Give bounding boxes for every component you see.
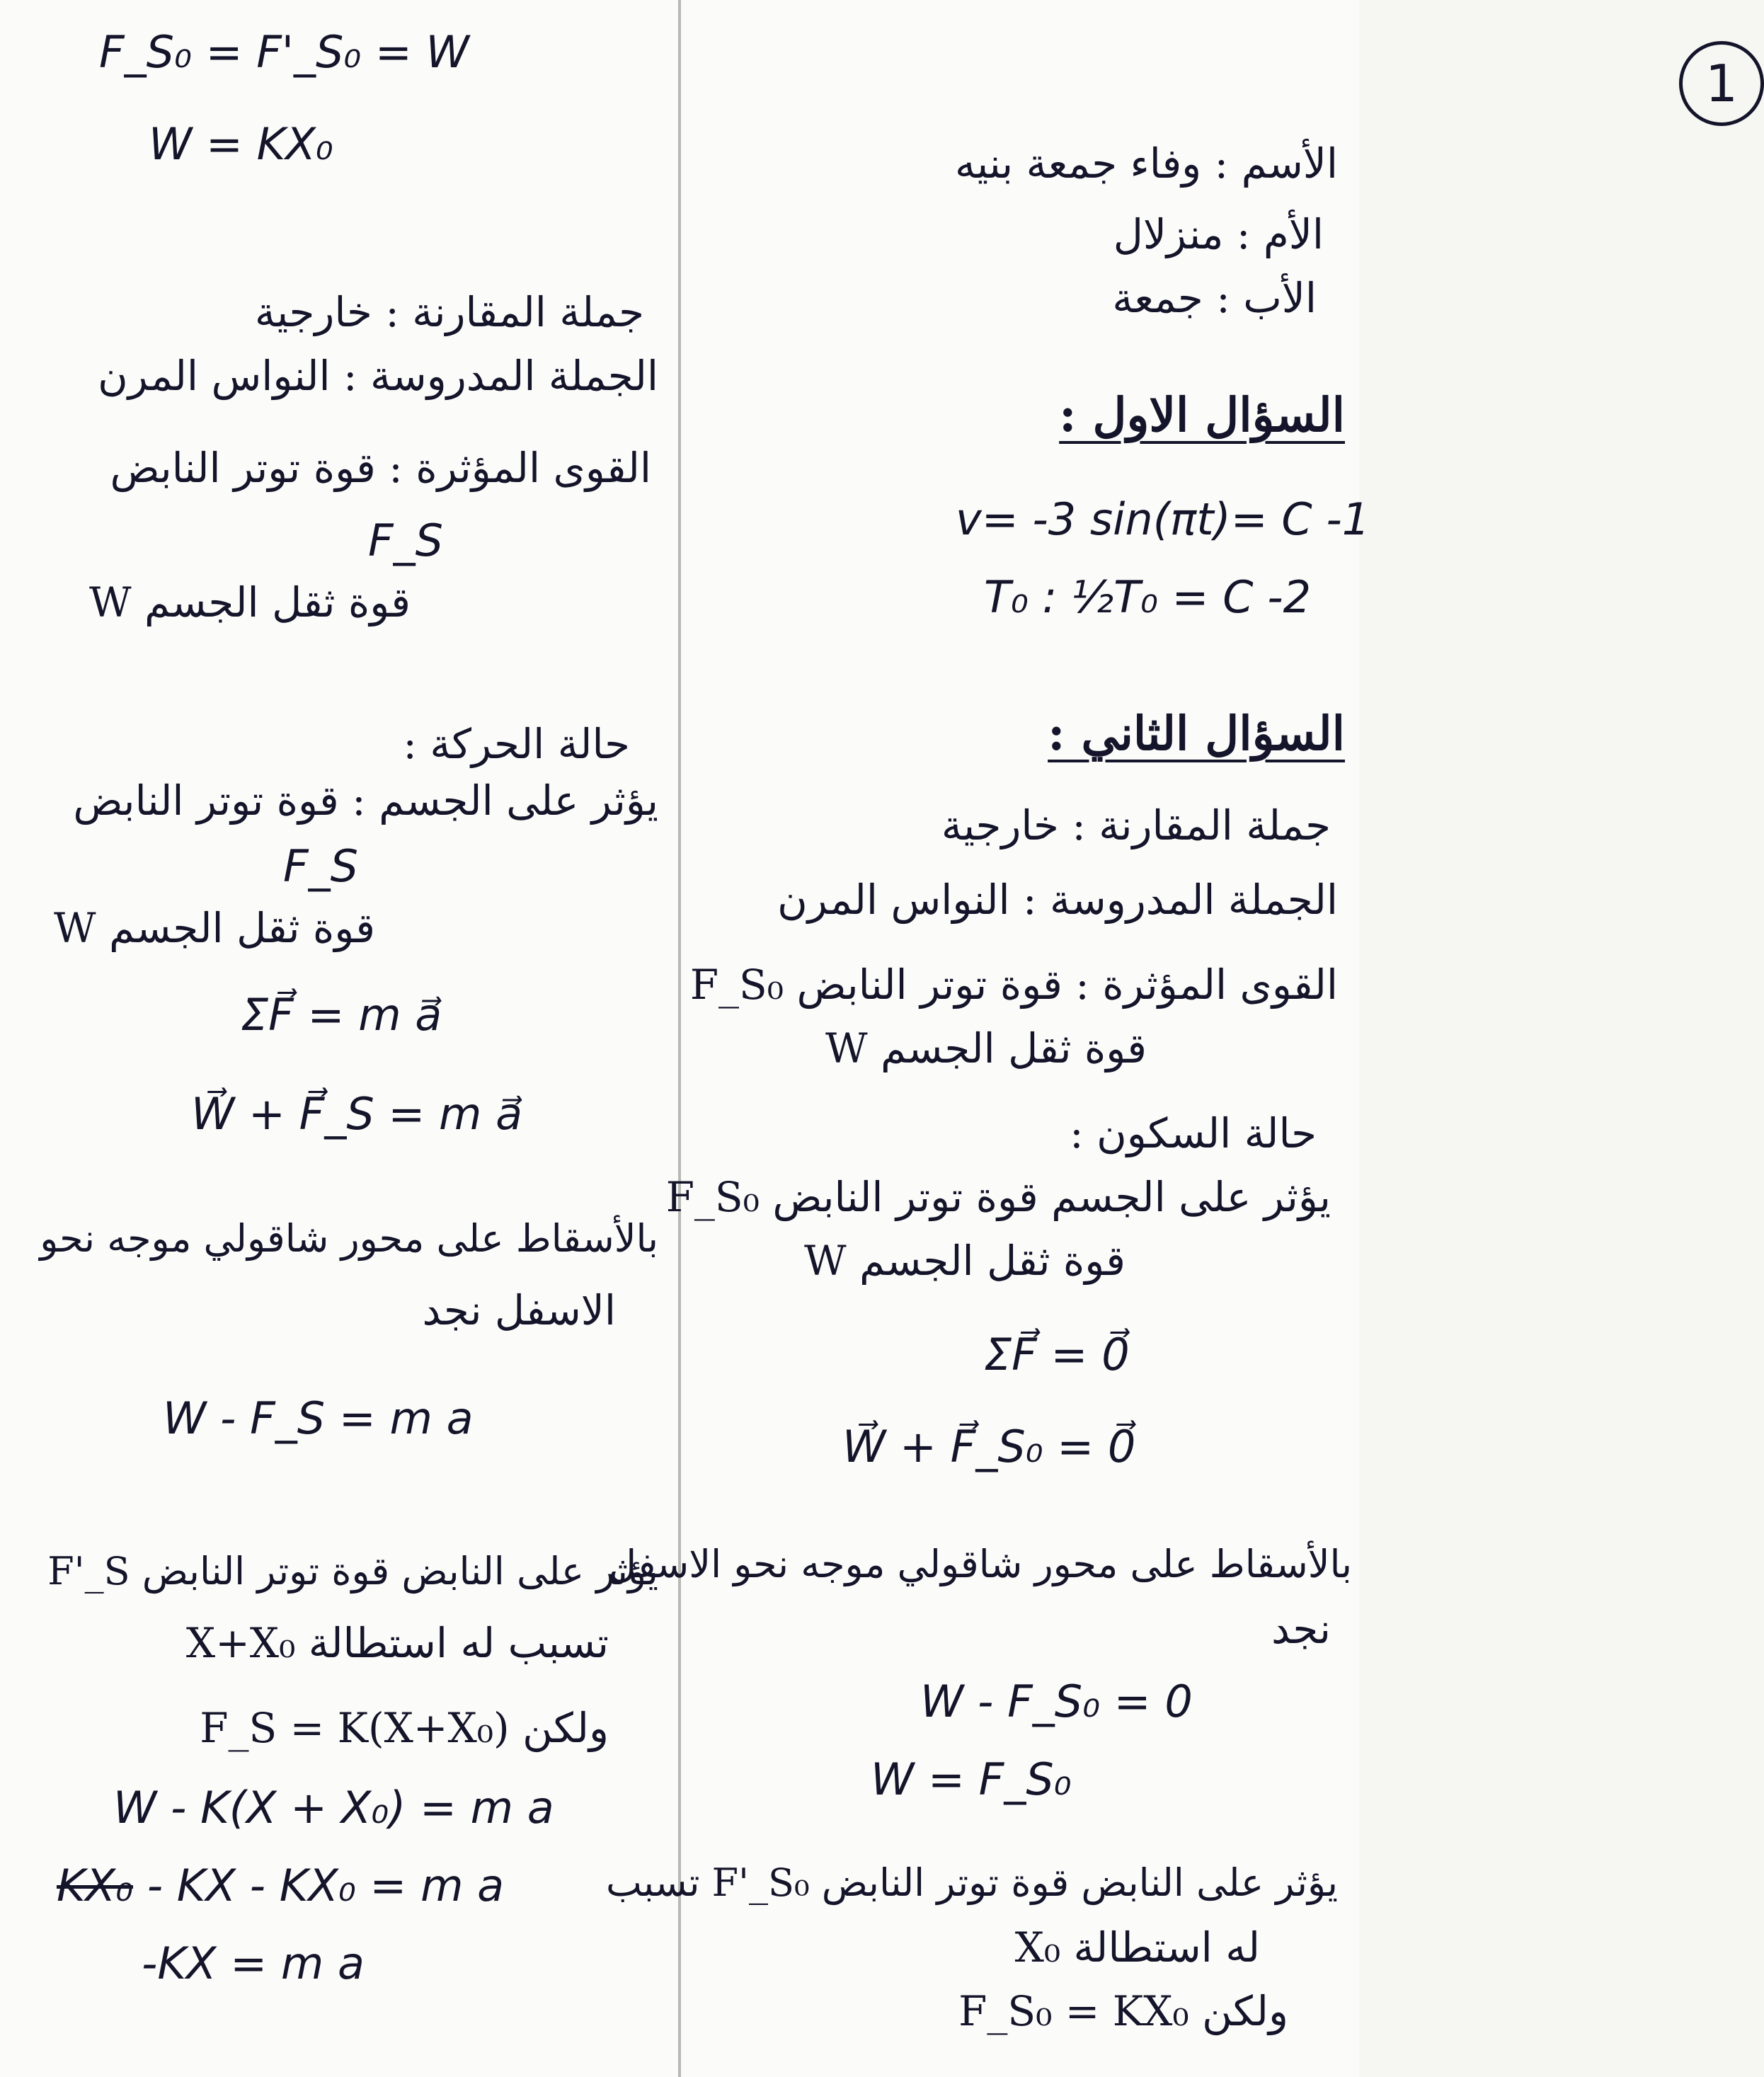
equilibrium-eq-4: W = F_S₀	[871, 1753, 1072, 1805]
acting-forces-2: قوة ثقل الجسم W	[89, 578, 411, 626]
motion-acting-1: يؤثر على الجسم : قوة توتر النابض	[73, 777, 658, 825]
projection-text-1: بالأسقاط على محور شاقولي موجه نحو	[40, 1216, 658, 1261]
top-eq-2: W = KX₀	[149, 118, 333, 170]
motion-eq-2: W⃗ + F⃗_S = m a⃗	[191, 1088, 523, 1140]
left-column	[0, 0, 672, 2077]
mother-name: الأم : منزلال	[1113, 210, 1324, 258]
motion-state: حالة الحركة :	[403, 720, 630, 768]
motion-eq-5	[57, 1862, 504, 1910]
rest-state: حالة السكون :	[1070, 1109, 1317, 1157]
reference-frame: جملة المقارنة : خارجية	[941, 801, 1331, 849]
projection-text-2: نجد	[1271, 1605, 1331, 1653]
equilibrium-eq-2: W⃗ + F⃗_S₀ = 0⃗	[842, 1421, 1136, 1472]
spring-text-1: يؤثر على النابض قوة توتر النابض F'_S	[47, 1549, 658, 1593]
acting-forces-fs: F_S	[368, 515, 444, 566]
acting-forces-1: القوى المؤثرة : قوة توتر النابض F_S₀	[689, 961, 1338, 1009]
equilibrium-eq-1: ΣF⃗ = 0⃗	[984, 1329, 1130, 1380]
page-number-circle: 1	[1679, 41, 1764, 126]
motion-eq-1: ΣF⃗ = m a⃗	[241, 989, 442, 1041]
studied-system: الجملة المدروسة : النواس المرن	[777, 876, 1338, 924]
q1-answer-1: v= -3 sin(πt)= C -1	[956, 493, 1370, 545]
spring-text-1: يؤثر على النابض قوة توتر النابض F'_S₀ تسبب	[605, 1860, 1338, 1905]
projection-text-2: الاسفل نجد	[422, 1286, 616, 1334]
question-2-header: السؤال الثاني :	[1048, 706, 1345, 761]
struck-term: KX₀	[57, 1860, 133, 1911]
motion-eq-3: W - F_S = m a	[163, 1392, 474, 1444]
motion-acting-2: قوة ثقل الجسم W	[54, 904, 375, 952]
right-column	[605, 0, 1738, 2077]
acting-forces-2: قوة ثقل الجسم W	[825, 1024, 1147, 1072]
motion-acting-fs: F_S	[283, 840, 359, 892]
motion-eq-6: -KX = m a	[142, 1938, 365, 1989]
question-1-header: السؤال الاول :	[1059, 387, 1345, 442]
rest-acting-1: يؤثر على الجسم قوة توتر النابض F_S₀	[665, 1173, 1331, 1221]
motion-eq-4: W - K(X + X₀) = m a	[113, 1782, 554, 1833]
page-fold-divider	[678, 0, 681, 2077]
reference-frame: جملة المقارنة : خارجية	[254, 288, 644, 336]
student-name: الأسم : وفاء جمعة بنيه	[954, 139, 1338, 188]
projection-text-1: بالأسقاط على محور شاقولي موجه نحو الاسفل	[608, 1542, 1352, 1586]
q1-answer-2: T₀ : ½T₀ = C -2	[984, 571, 1312, 623]
father-name: الأب : جمعة	[1112, 274, 1317, 322]
spring-text-3: ولكن F_S = K(X+X₀)	[200, 1704, 609, 1752]
spring-text-2: له استطالة X₀	[1014, 1923, 1260, 1972]
studied-system: الجملة المدروسة : النواس المرن	[98, 352, 658, 400]
rest-acting-2: قوة ثقل الجسم W	[804, 1237, 1126, 1285]
equilibrium-eq-3: W - F_S₀ = 0	[920, 1676, 1193, 1727]
top-eq-1: F_S₀ = F'_S₀ = W	[99, 26, 469, 78]
acting-forces-1: القوى المؤثرة : قوة توتر النابض	[110, 444, 651, 492]
spring-text-3: ولكن F_S₀ = KX₀	[958, 1987, 1288, 2035]
motion-eq-5-rest: - KX - KX₀ = m a	[147, 1860, 505, 1911]
spring-text-2: تسبب له استطالة X+X₀	[185, 1619, 609, 1667]
